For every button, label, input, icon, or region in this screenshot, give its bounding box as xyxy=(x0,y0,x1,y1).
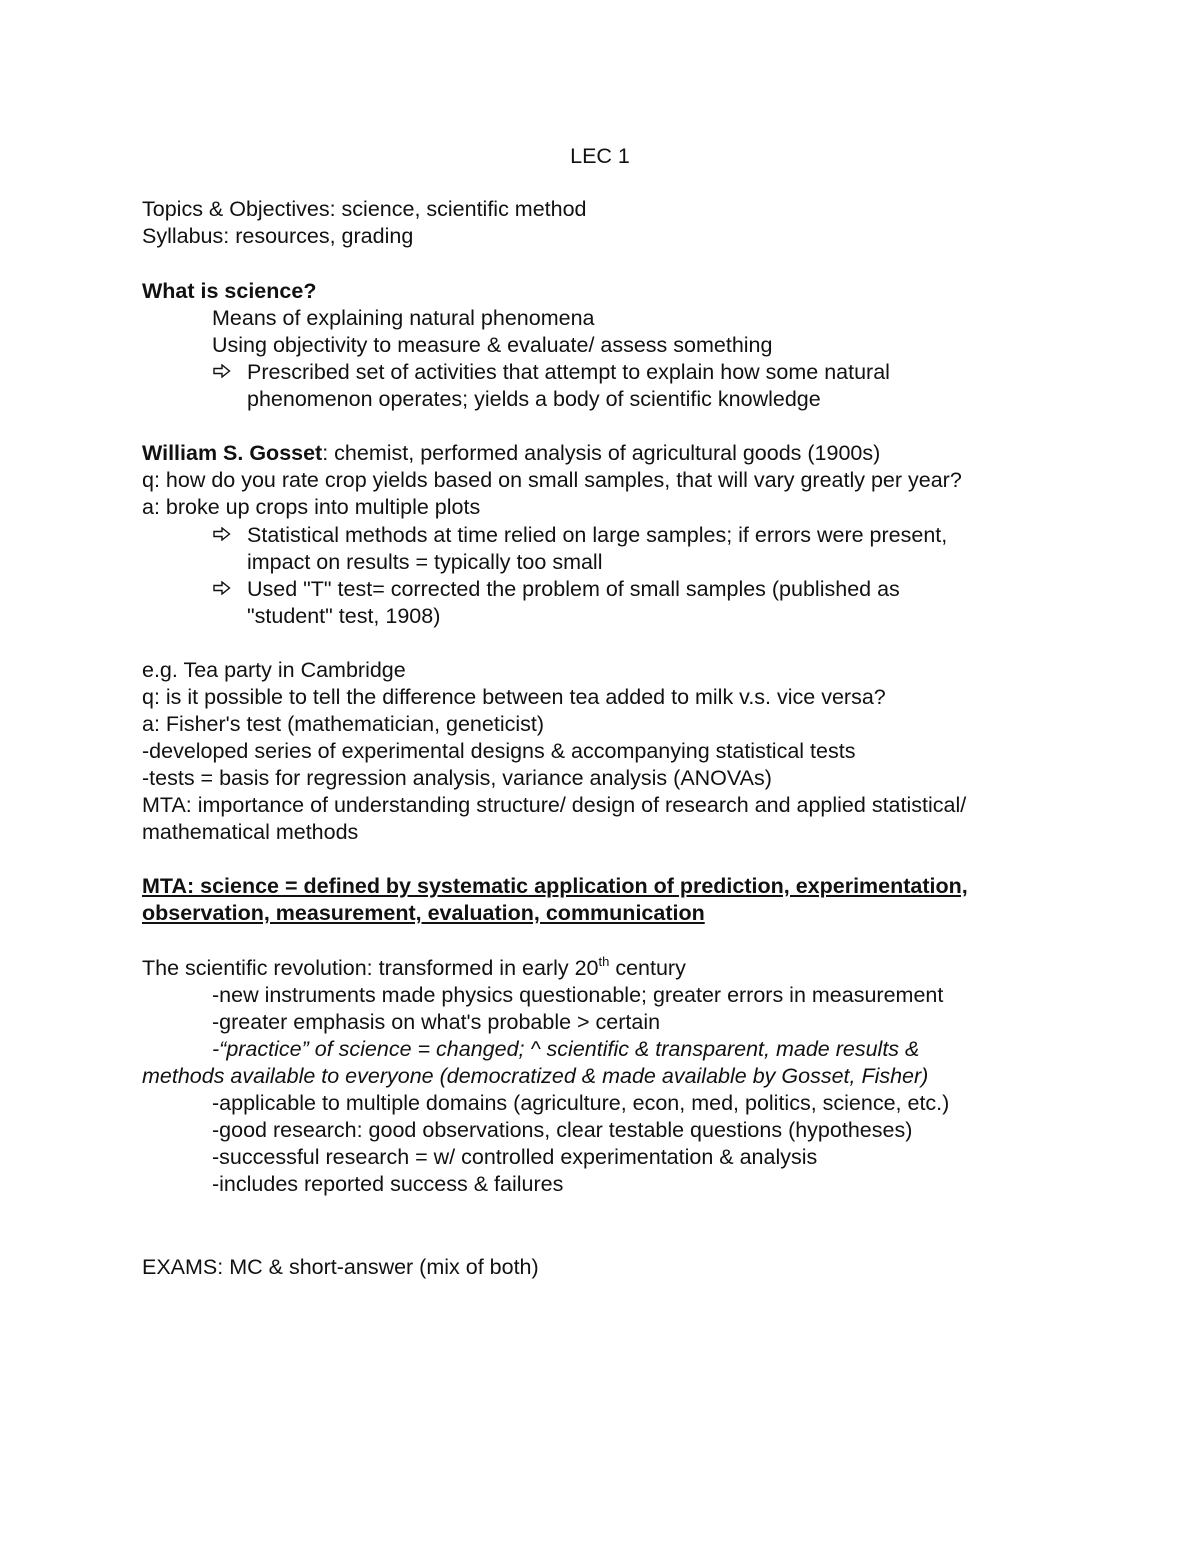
tea-answer: a: Fisher's test (mathematician, geneticist) xyxy=(142,712,545,736)
tea-mta-line-1: MTA: importance of understanding structure/ design of research and applied statistical/ xyxy=(142,793,967,817)
mta-definition-line-2: observation, measurement, evaluation, communication xyxy=(142,901,705,925)
tea-mta-line-2: mathematical methods xyxy=(142,820,359,844)
revolution-point-3-line-2: methods available to everyone (democratized & made available by Gosset, Fisher) xyxy=(142,1064,929,1088)
science-point-1: Means of explaining natural phenomena xyxy=(212,306,595,330)
page-title: LEC 1 xyxy=(570,144,630,168)
gosset-answer: a: broke up crops into multiple plots xyxy=(142,495,481,519)
revolution-point-1: -new instruments made physics questionable; greater errors in measurement xyxy=(212,983,944,1007)
arrow-bullet-icon xyxy=(213,364,231,380)
gosset-question: q: how do you rate crop yields based on small samples, that will vary greatly per year? xyxy=(142,468,962,492)
gosset-bullet-1-line-2: impact on results = typically too small xyxy=(247,550,603,574)
science-heading: What is science? xyxy=(142,279,317,303)
revolution-point-2: -greater emphasis on what's probable > certain xyxy=(212,1010,661,1034)
revolution-text-end: century xyxy=(609,956,686,980)
revolution-point-6: -successful research = w/ controlled experimentation & analysis xyxy=(212,1145,818,1169)
revolution-line xyxy=(142,955,686,982)
syllabus-line: Syllabus: resources, grading xyxy=(142,224,414,248)
revolution-point-5: -good research: good observations, clear testable questions (hypotheses) xyxy=(212,1118,913,1142)
gosset-name: William S. Gosset xyxy=(142,441,323,465)
tea-detail-2: -tests = basis for regression analysis, variance analysis (ANOVAs) xyxy=(142,766,772,790)
gosset-bullet-2-line-1: Used "T" test= corrected the problem of small samples (published as xyxy=(247,577,900,601)
revolution-superscript: th xyxy=(598,954,610,969)
revolution-point-3-line-1: -“practice” of science = changed; ^ scientific & transparent, made results & xyxy=(212,1037,920,1061)
gosset-bullet-2-line-2: "student" test, 1908) xyxy=(247,604,441,628)
gosset-line xyxy=(142,440,880,467)
mta-definition-line-1: MTA: science = defined by systematic application of prediction, experimentation, xyxy=(142,874,968,898)
arrow-bullet-icon xyxy=(213,581,231,597)
gosset-description: : chemist, performed analysis of agricultural goods (1900s) xyxy=(322,441,881,465)
revolution-point-4: -applicable to multiple domains (agriculture, econ, med, politics, science, etc.) xyxy=(212,1091,950,1115)
tea-example: e.g. Tea party in Cambridge xyxy=(142,658,406,682)
arrow-bullet-icon xyxy=(213,527,231,543)
science-bullet-line-1: Prescribed set of activities that attempt to explain how some natural xyxy=(247,360,890,384)
revolution-point-7: -includes reported success & failures xyxy=(212,1172,564,1196)
topics-line: Topics & Objectives: science, scientific method xyxy=(142,197,587,221)
science-bullet-line-2: phenomenon operates; yields a body of scientific knowledge xyxy=(247,387,821,411)
exams-line: EXAMS: MC & short-answer (mix of both) xyxy=(142,1255,539,1279)
science-point-2: Using objectivity to measure & evaluate/ assess something xyxy=(212,333,773,357)
tea-question: q: is it possible to tell the difference between tea added to milk v.s. vice versa? xyxy=(142,685,886,709)
gosset-bullet-1-line-1: Statistical methods at time relied on large samples; if errors were present, xyxy=(247,523,948,547)
revolution-text: The scientific revolution: transformed in early 20 xyxy=(142,956,599,980)
tea-detail-1: -developed series of experimental designs & accompanying statistical tests xyxy=(142,739,856,763)
